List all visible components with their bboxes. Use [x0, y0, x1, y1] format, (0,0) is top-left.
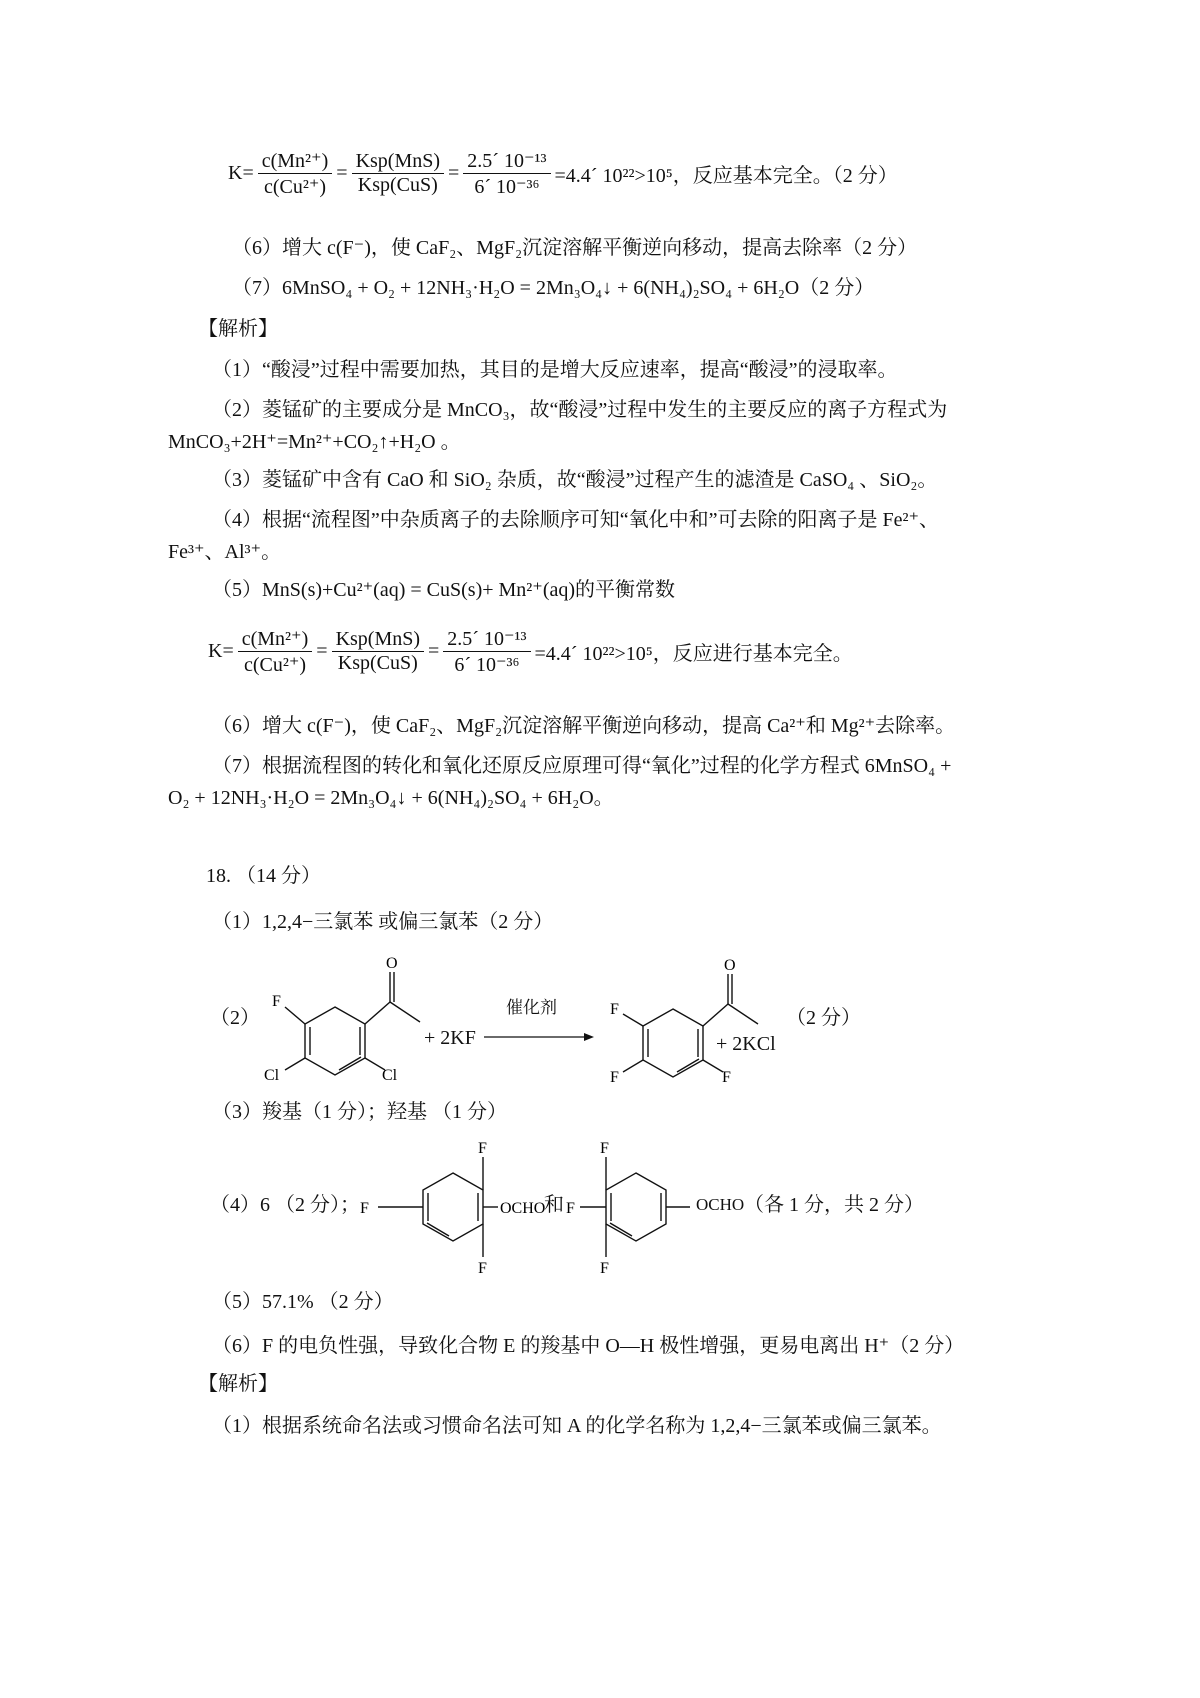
answer-18-5: （5）57.1% （2 分）	[212, 1291, 394, 1313]
analysis-7-line1: （7）根据流程图的转化和氧化还原反应原理可得“氧化”过程的化学方程式 6MnSO₄ +	[212, 755, 952, 777]
fluorine-atom: F	[272, 993, 281, 1010]
answer-18-6: （6）F 的电负性强，导致化合物 E 的羧基中 O—H 极性增强，更易电离出 H⁺（2 分）	[212, 1335, 965, 1357]
equation-result: =4.4´ 10²²>10⁵，反应基本完全。（2 分）	[554, 165, 898, 187]
fluorine-atom: F	[478, 1260, 487, 1277]
reactant-structure	[260, 952, 430, 1082]
fluorine-atom: F	[566, 1200, 575, 1217]
fluorine-atom: F	[600, 1260, 609, 1277]
analysis-5: （5）MnS(s)+Cu²⁺(aq) = CuS(s)+ Mn²⁺(aq)的平衡常数	[212, 579, 676, 601]
answer-18-1: （1）1,2,4−三氯苯 或偏三氯苯（2 分）	[212, 911, 554, 933]
reaction-scheme	[210, 950, 870, 1090]
fluorine-atom: F	[360, 1200, 369, 1217]
part-2-score: （2 分）	[786, 1007, 861, 1029]
analysis-6: （6）增大 c(F⁻)，使 CaF₂、MgF₂沉淀溶解平衡逆向移动，提高 Ca²⁺和 Mg²⁺去除率。	[212, 715, 956, 737]
fluorine-atom: F	[610, 1069, 619, 1084]
part-4-label: （4）6 （2 分）；	[210, 1194, 360, 1216]
formate-group-2: OCHO	[696, 1195, 745, 1214]
analysis-4-line2: Fe³⁺、Al³⁺。	[168, 541, 282, 563]
fraction-concentration: $\frac{\text{c(Mn²⁺)}}{\text{c(Cu²⁺)}}$	[258, 148, 333, 199]
fluorine-atom: F	[478, 1140, 487, 1157]
equilibrium-constant-equation-2: K= $\frac{\text{c(Mn²⁺)}}{\text{c(Cu²⁺)}}$ = $\frac{\text{Ksp(MnS)}}{\text{Ksp(CuS)}}$ = $\frac{\text{2.5´ 10⁻¹³}}{\text{6´ 10⁻³⁶}}$ =4.4´ 10²²>10⁵，反应进行基本完全。	[208, 628, 853, 676]
reagent-kf: + 2KF	[424, 1027, 476, 1049]
reaction-arrow	[484, 1030, 594, 1044]
answer-18-3: （3）羧基（1 分）；羟基 （1 分）	[212, 1101, 507, 1123]
equation-result: =4.4´ 10²²>10⁵，反应进行基本完全。	[534, 643, 853, 665]
analysis-4-line1: （4）根据“流程图”中杂质离子的去除顺序可知“氧化中和”可去除的阳离子是 Fe²⁺、	[212, 509, 940, 531]
product-kcl: + 2KCl	[716, 1033, 776, 1055]
fraction-ksp: $\frac{\text{Ksp(MnS)}}{\text{Ksp(CuS)}}$	[352, 150, 444, 197]
fluorine-atom: F	[610, 1001, 619, 1018]
oxygen-atom: O	[724, 957, 736, 974]
k-label: K=	[208, 640, 234, 662]
analysis-heading: 【解析】	[198, 318, 278, 340]
k-label: K=	[228, 162, 254, 184]
equilibrium-constant-equation-1: K= $\frac{\text{c(Mn²⁺)}}{\text{c(Cu²⁺)}}$ = $\frac{\text{Ksp(MnS)}}{\text{Ksp(CuS)}}$ = $\frac{\text{2.5´ 10⁻¹³}}{\text{6´ 10⁻³⁶}}$ =4.4´ 10²²>10⁵，反应基本完全。（2 分）	[228, 150, 898, 198]
chlorine-atom: Cl	[382, 1067, 398, 1082]
analysis-7-line2: O₂ + 12NH₃·H₂O = 2Mn₃O₄↓ + 6(NH₄)₂SO₄ + 6H₂O。	[168, 787, 614, 809]
fraction-ksp: $\frac{\text{Ksp(MnS)}}{\text{Ksp(CuS)}}$	[332, 628, 424, 675]
analysis-1: （1）“酸浸”过程中需要加热，其目的是增大反应速率，提高“酸浸”的浸取率。	[212, 359, 898, 381]
chlorine-atom: Cl	[264, 1067, 280, 1082]
fraction-concentration: $\frac{\text{c(Mn²⁺)}}{\text{c(Cu²⁺)}}$	[238, 626, 313, 677]
answer-line-7: （7）6MnSO₄ + O₂ + 12NH₃·H₂O = 2Mn₃O₄↓ + 6(NH₄)₂SO₄ + 6H₂O（2 分）	[232, 277, 875, 299]
isomer-1-structure	[358, 1135, 558, 1285]
fluorine-atom: F	[722, 1069, 731, 1084]
formate-group: OCHO	[500, 1200, 546, 1217]
catalyst-label: 催化剂	[506, 998, 557, 1017]
and-text: 和	[544, 1194, 564, 1216]
oxygen-atom: O	[386, 955, 398, 972]
part-4-score: （各 1 分，共 2 分）	[744, 1194, 924, 1216]
question-18-heading: 18. （14 分）	[206, 865, 321, 887]
answer-line-6: （6）增大 c(F⁻)，使 CaF₂、MgF₂沉淀溶解平衡逆向移动，提高去除率（2 分）	[232, 237, 918, 259]
fluorine-atom: F	[600, 1140, 609, 1157]
analysis-18-1: （1）根据系统命名法或习惯命名法可知 A 的化学名称为 1,2,4−三氯苯或偏三氯苯。	[212, 1415, 942, 1437]
analysis-2-line2: MnCO₃+2H⁺=Mn²⁺+CO₂↑+H₂O 。	[168, 431, 461, 453]
analysis-2-line1: （2）菱锰矿的主要成分是 MnCO₃，故“酸浸”过程中发生的主要反应的离子方程式为	[212, 399, 948, 421]
part-2-label: （2）	[210, 1007, 260, 1029]
fraction-values: $\frac{\text{2.5´ 10⁻¹³}}{\text{6´ 10⁻³⁶}}$	[463, 148, 550, 199]
product-structure	[598, 954, 768, 1084]
fraction-values: $\frac{\text{2.5´ 10⁻¹³}}{\text{6´ 10⁻³⁶}}$	[443, 626, 530, 677]
analysis-heading-2: 【解析】	[198, 1373, 278, 1395]
isomer-structures	[210, 1135, 970, 1285]
analysis-3: （3）菱锰矿中含有 CaO 和 SiO₂ 杂质，故“酸浸”过程产生的滤渣是 CaSO₄ 、SiO₂。	[212, 469, 938, 491]
